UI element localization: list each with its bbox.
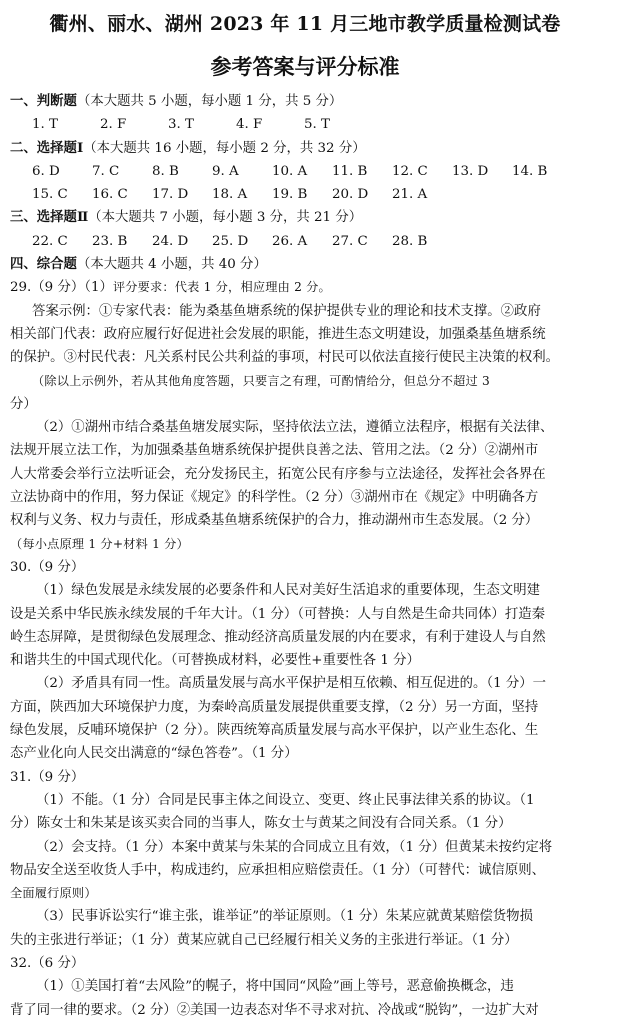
page-title: 衢州、丽水、湖州 2023 年 11 月三地市教学质量检测试卷 — [49, 13, 561, 35]
answer-item: 20. D — [332, 187, 369, 203]
answer-item: 6. D — [32, 163, 60, 179]
q31-line: 物品安全送至收货人手中，构成违约，应承担相应赔偿责任。（1 分）（可替代：诚信原则、 — [10, 862, 545, 878]
q30-header: 30.（9 分） — [10, 559, 85, 575]
q30-line: （1）绿色发展是永续发展的必要条件和人民对美好生活追求的重要体现，生态文明建 — [36, 583, 540, 599]
answer-item: 17. D — [152, 187, 189, 203]
answer-item: 28. B — [392, 233, 428, 249]
q31-line: （3）民事诉讼实行“谁主张，谁举证”的举证原则。（1 分）朱某应就黄某赔偿货物损 — [36, 909, 533, 925]
answer-item: 18. A — [212, 187, 248, 203]
answer-item: 9. A — [212, 163, 239, 179]
answer-item: 19. B — [272, 187, 308, 203]
section-2-heading — [10, 137, 600, 160]
q32-line: 背了同一律的要求。（2 分）②美国一边表态对华不寻求对抗、冷战或“脱钩”，一边扩大对 — [10, 1002, 539, 1018]
section-2-answers-row2 — [10, 183, 600, 206]
section-2-note: （本大题共 16 小题，每小题 2 分，共 32 分） — [83, 140, 366, 156]
q31-header: 31.（9 分） — [10, 769, 85, 785]
q29-line: 权利与义务、权力与责任，形成桑基鱼塘系统保护的合力，推动湖州市生态发展。（2 分） — [10, 513, 539, 529]
q30-line: 岭生态屏障，是贯彻绿色发展理念、推动经济高质量发展的内在要求，有利于建设人与自然 — [10, 629, 546, 645]
q29-line: （2）①湖州市结合桑基鱼塘发展实际，坚持依法立法，遵循立法程序，根据有关法律、 — [36, 420, 554, 436]
q29-line: 的保护。③村民代表：凡关系村民公共利益的事项，村民可以依法直接行使民主决策的权利。 — [10, 350, 560, 366]
answer-item: 1. T — [32, 117, 58, 133]
page-subtitle: 参考答案与评分标准 — [210, 54, 400, 79]
q31-line: （2）会支持。（1 分）本案中黄某与朱某的合同成立且有效，（1 分）但黄某未按约定将 — [36, 839, 553, 855]
answer-item: 13. D — [452, 163, 489, 179]
answer-item: 12. C — [392, 163, 428, 179]
q30-line: 方面，陕西加大环境保护力度，为秦岭高质量发展提供重要支撑，（2 分）另一方面，坚持 — [10, 699, 539, 715]
q31-line: 全面履行原则） — [10, 886, 97, 901]
q29-line: 相关部门代表：政府应履行好促进社会发展的职能，推进生态文明建设，加强桑基鱼塘系统 — [10, 326, 546, 342]
q30-line: 绿色发展，反哺环境保护（2 分）。陕西统筹高质量发展与高水平保护，以产业生态化、生 — [10, 723, 539, 739]
answer-item: 5. T — [304, 117, 330, 133]
answer-item: 21. A — [392, 187, 428, 203]
q29-line: （除以上示例外，若从其他角度答题，只要言之有理，可酌情给分，但总分不超过 3 — [32, 373, 490, 388]
answer-item: 10. A — [272, 163, 308, 179]
answer-item: 11. B — [332, 163, 368, 179]
section-3-title: 三、选择题Ⅱ — [10, 209, 89, 226]
answer-item: 15. C — [32, 187, 68, 203]
answer-item: 2. F — [100, 117, 127, 133]
answer-item: 3. T — [168, 117, 194, 133]
answer-item: 7. C — [92, 163, 120, 179]
section-2-answers-row1 — [10, 160, 600, 183]
q29-part1-label: （1） — [84, 280, 113, 296]
answer-item: 22. C — [32, 233, 68, 249]
q30-line: 态产业化向人民交出满意的“绿色答卷”。（1 分） — [10, 746, 298, 762]
answer-item: 23. B — [92, 233, 128, 249]
answer-item: 24. D — [152, 233, 189, 249]
q29-line: 分） — [10, 396, 37, 412]
section-1-note: （本大题共 5 小题，每小题 1 分，共 5 分） — [76, 94, 343, 109]
q29-scoring-rule: 评分要求：代表 1 分，相应理由 2 分。 — [112, 280, 331, 295]
answer-item: 16. C — [92, 187, 128, 203]
q29-line: 答案示例：①专家代表：能为桑基鱼塘系统的保护提供专业的理论和技术支撑。②政府 — [32, 303, 541, 319]
answer-item: 4. F — [236, 117, 263, 133]
section-3-answers — [10, 230, 600, 253]
section-4-heading — [10, 253, 600, 276]
q29-line: 人大常委会举行立法听证会，充分发扬民主，拓宽公民有序参与立法途径，发挥社会各界在 — [10, 466, 546, 482]
q29-line: （每小点原理 1 分+材料 1 分） — [10, 536, 189, 551]
answer-item: 25. D — [212, 233, 249, 249]
q30-line: （2）矛盾具有同一性。高质量发展与高水平保护是相互依赖、相互促进的。（1 分）一 — [36, 676, 547, 692]
q32-line: （1）①美国打着“去风险”的幌子，将中国同“风险”画上等号，恶意偷换概念，违 — [36, 979, 514, 995]
q29-line: 法规开展立法工作，为加强桑基鱼塘系统保护提供良善之法、管用之法。（2 分）②湖州市 — [10, 443, 539, 459]
section-1-heading — [10, 90, 600, 113]
section-2-title: 二、选择题Ⅰ — [10, 139, 84, 156]
section-4-note: （本大题共 4 小题，共 40 分） — [76, 257, 267, 273]
answer-item: 8. B — [152, 163, 179, 179]
section-4-title: 四、综合题 — [10, 256, 77, 273]
section-3-note: （本大题共 7 小题，每小题 3 分，共 21 分） — [88, 210, 363, 226]
q29-line: 立法协商中的作用，努力保证《规定》的科学性。（2 分）③湖州市在《规定》中明确各方 — [10, 490, 539, 506]
answer-item: 26. A — [272, 233, 308, 249]
q32-header: 32.（6 分） — [10, 955, 85, 971]
section-1-answers — [10, 113, 600, 136]
section-3-heading — [10, 206, 600, 229]
q31-line: 分）陈女士和朱某是该买卖合同的当事人，陈女士与黄某之间没有合同关系。（1 分） — [10, 816, 512, 832]
q30-line: 设是关系中华民族永续发展的千年大计。（1 分）（可替换：人与自然是生命共同体）打造秦 — [10, 606, 545, 622]
answer-item: 27. C — [332, 233, 368, 249]
answer-item: 14. B — [512, 163, 548, 179]
q31-line: （1）不能。（1 分）合同是民事主体之间设立、变更、终止民事法律关系的协议。（1 — [36, 792, 535, 808]
q29-header — [10, 276, 600, 299]
q31-line: 失的主张进行举证；（1 分）黄某应就自己已经履行相关义务的主张进行举证。（1 分） — [10, 932, 518, 948]
q29-number: 29.（9 分） — [10, 280, 85, 296]
q30-line: 和谐共生的中国式现代化。（可替换成材料，必要性+重要性各 1 分） — [10, 653, 420, 669]
section-1-title: 一、判断题 — [10, 93, 77, 109]
